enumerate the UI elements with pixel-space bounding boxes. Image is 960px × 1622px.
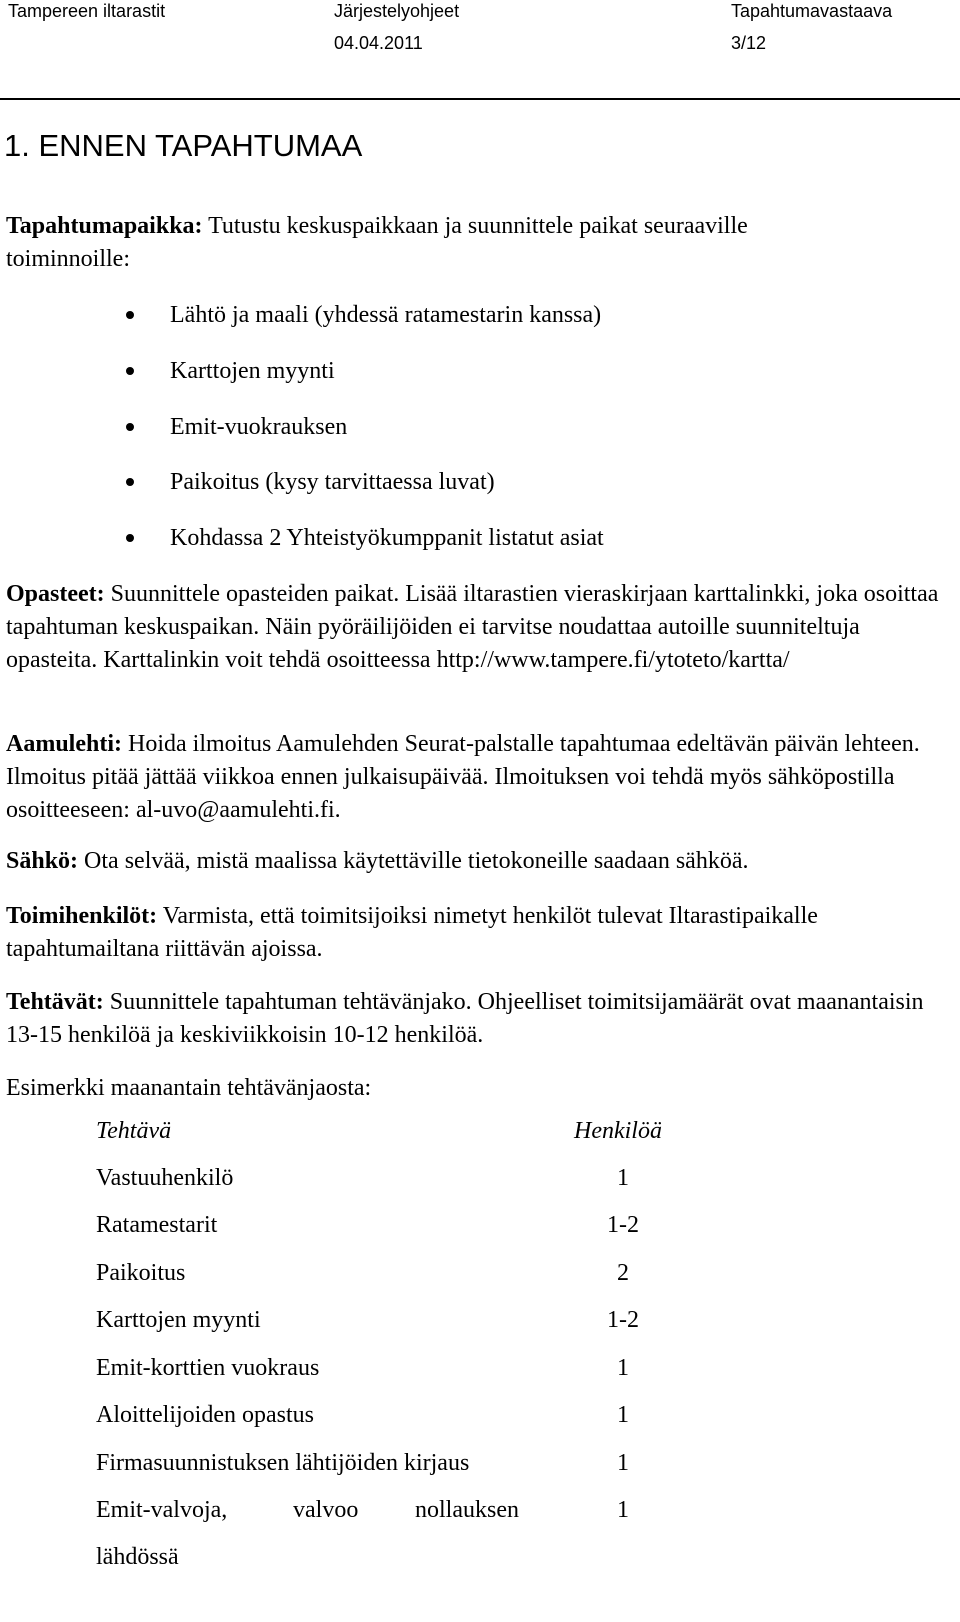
tasks-text: Suunnittele tapahtuman tehtävänjako. Ohjeelliset toimitsijamäärät ovat maanantaisin 13-15 henkilöä ja keskiviikkoisin 10-12 henkilöä. [6,989,924,1048]
header-divider [0,98,960,100]
table-cell-people: 1 [617,1165,629,1191]
newspaper-text: Hoida ilmoitus Aamulehden Seurat-palstalle tapahtumaa edeltävän päivän lehteen. Ilmoitus pitää jättää viikkoa ennen julkaisupäivää. Ilmoituksen voi tehdä myös sähköpostilla osoitteeseen: al-uvo@aamulehti.fi. [6,731,920,823]
table-cell-task: Emit-korttien vuokraus [96,1355,320,1381]
signs-paragraph [6,578,956,677]
table-cell-task: Aloittelijoiden opastus [96,1402,314,1428]
list-item-text: Kohdassa 2 Yhteistyökumppanit listatut asiat [170,525,604,551]
table-cell-task: Karttojen myynti [96,1307,261,1333]
venue-text-1: Tutustu keskuspaikkaan ja suunnittele paikat seuraaville [202,213,748,239]
venue-paragraph [6,210,956,276]
bullet-icon [126,534,134,542]
table-cell-task-word: Emit-valvoja, [96,1497,228,1523]
table-cell-task: Vastuuhenkilö [96,1165,234,1191]
staff-label: Toimihenkilöt: [6,903,158,929]
table-cell-task: Paikoitus [96,1260,186,1286]
list-item-text: Emit-vuokrauksen [170,414,348,440]
header-doc-title: Järjestelyohjeet [334,1,460,21]
staff-paragraph [6,900,956,966]
table-cell-task: Ratamestarit [96,1212,218,1238]
signs-text: Suunnittele opasteiden paikat. Lisää iltarastien vieraskirjaan karttalinkki, joka osoittaa tapahtuman keskuspaikan. Näin pyöräilijöiden ei tarvitse noudattaa autoille suunniteltuja opasteita. Karttalinkin voit tehdä osoitteessa [6,581,939,673]
example-heading: Esimerkki maanantain tehtävänjaosta: [6,1075,372,1101]
table-cell-task-word: valvoo [293,1497,359,1523]
section-title: 1. ENNEN TAPAHTUMAA [4,128,363,163]
tasks-paragraph [6,986,956,1052]
table-cell-task-word: lähdössä [96,1544,179,1570]
tasks-label: Tehtävät: [6,989,104,1015]
newspaper-label: Aamulehti: [6,731,122,757]
table-cell-people: 2 [617,1260,629,1286]
map-link[interactable]: http://www.tampere.fi/ytoteto/kartta/ [436,647,790,673]
bullet-icon [126,423,134,431]
list-item-text: Paikoitus (kysy tarvittaessa luvat) [170,469,495,495]
venue-text-2: toiminnoille: [6,246,130,272]
table-cell-people: 1-2 [607,1212,639,1238]
table-cell-people: 1 [617,1355,629,1381]
newspaper-paragraph [6,728,956,827]
table-cell-task: Firmasuunnistuksen lähtijöiden kirjaus [96,1450,470,1476]
header-date: 04.04.2011 [334,33,423,53]
signs-label: Opasteet: [6,581,105,607]
venue-label: Tapahtumapaikka: [6,213,203,239]
header-role: Tapahtumavastaava [731,1,893,21]
list-item-text: Lähtö ja maali (yhdessä ratamestarin kanssa) [170,302,602,328]
header-page-number: 3/12 [731,33,767,53]
table-cell-people: 1 [617,1497,629,1523]
table-header-task: Tehtävä [96,1118,172,1144]
bullet-icon [126,367,134,375]
bullet-icon [126,311,134,319]
power-text: Ota selvää, mistä maalissa käytettäville tietokoneille saadaan sähköä. [78,848,749,874]
list-item-text: Karttojen myynti [170,358,335,384]
bullet-icon [126,478,134,486]
table-cell-task-word: nollauksen [415,1497,519,1523]
table-header-people: Henkilöä [574,1118,662,1144]
power-label: Sähkö: [6,848,79,874]
header-org: Tampereen iltarastit [8,1,166,21]
table-cell-people: 1 [617,1402,629,1428]
power-paragraph [6,845,956,878]
staff-text: Varmista, että toimitsijoiksi nimetyt henkilöt tulevat Iltarastipaikalle tapahtumailtana riittävän ajoissa. [6,903,818,962]
table-cell-people: 1-2 [607,1307,639,1333]
table-cell-people: 1 [617,1450,629,1476]
